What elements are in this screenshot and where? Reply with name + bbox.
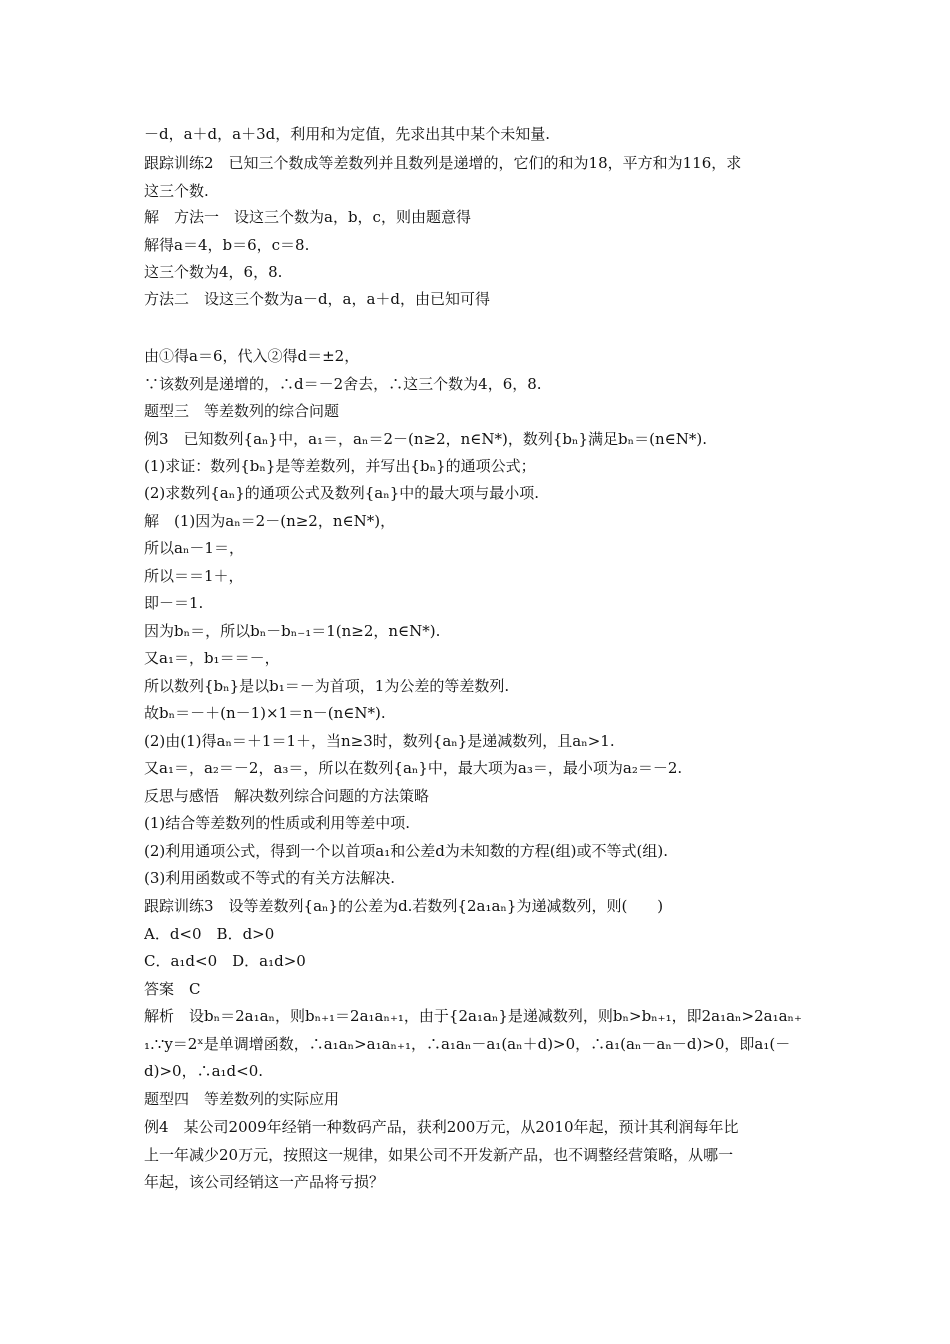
text-line: ∵该数列是递增的，∴d＝－2舍去，∴这三个数为4，6，8. xyxy=(144,375,542,393)
text-line: 所以数列{bₙ}是以b₁＝－为首项，1为公差的等差数列. xyxy=(144,677,510,695)
section-heading: 题型四 等差数列的实际应用 xyxy=(144,1090,340,1108)
text-line: 上一年减少20万元，按照这一规律，如果公司不开发新产品，也不调整经营策略，从哪一 xyxy=(144,1146,734,1164)
text-line: 所以aₙ－1＝， xyxy=(144,539,244,557)
text-line: (2)利用通项公式，得到一个以首项a₁和公差d为未知数的方程(组)或不等式(组). xyxy=(144,842,668,860)
text-line: 解析 设bₙ＝2a₁aₙ，则bₙ₊₁＝2a₁aₙ₊₁，由于{2a₁aₙ}是递减数列，则bₙ>bₙ₊₁，即2a₁aₙ>2a₁aₙ₊ xyxy=(144,1007,802,1025)
text-line: 方法二 设这三个数为a－d，a，a＋d，由已知可得 xyxy=(144,290,491,308)
text-line: (2)求数列{aₙ}的通项公式及数列{aₙ}中的最大项与最小项. xyxy=(144,484,540,502)
section-heading: 题型三 等差数列的综合问题 xyxy=(144,402,340,420)
text-line: (1)结合等差数列的性质或利用等差中项. xyxy=(144,814,411,832)
option-line: C．a₁d<0 D．a₁d>0 xyxy=(144,952,306,970)
text-line: －d，a＋d，a＋3d，利用和为定值，先求出其中某个未知量. xyxy=(144,125,551,143)
text-line: 年起，该公司经销这一产品将亏损？ xyxy=(144,1173,385,1191)
text-line: 故bₙ＝－＋(n－1)×1＝n－(n∈N*). xyxy=(144,704,386,722)
option-line: A．d<0 B．d>0 xyxy=(144,925,275,943)
text-line: 因为bₙ＝，所以bₙ－bₙ₋₁＝1(n≥2，n∈N*). xyxy=(144,622,441,640)
text-line: 跟踪训练2 已知三个数成等差数列并且数列是递增的，它们的和为18，平方和为116，求 xyxy=(144,154,742,172)
text-line: 例4 某公司2009年经销一种数码产品，获利200万元，从2010年起，预计其利润每年比 xyxy=(144,1118,739,1136)
text-line: 这三个数. xyxy=(144,182,209,200)
text-line: ₁.∵y＝2ˣ是单调增函数，∴a₁aₙ>a₁aₙ₊₁，∴a₁aₙ－a₁(aₙ＋d)>0，∴a₁(aₙ－aₙ－d)>0，即a₁(－ xyxy=(144,1035,791,1053)
text-line: 又a₁＝，b₁＝＝－， xyxy=(144,649,280,667)
text-line: 这三个数为4，6，8. xyxy=(144,263,283,281)
text-line: 解 (1)因为aₙ＝2－(n≥2，n∈N*)， xyxy=(144,512,396,530)
section-heading: 反思与感悟 解决数列综合问题的方法策略 xyxy=(144,787,430,805)
text-line: 解 方法一 设这三个数为a，b，c，则由题意得 xyxy=(144,208,471,226)
text-line: 跟踪训练3 设等差数列{aₙ}的公差为d.若数列{2a₁aₙ}为递减数列，则( ) xyxy=(144,897,664,915)
text-line: 由①得a＝6，代入②得d＝±2， xyxy=(144,347,360,365)
text-line: 解得a＝4，b＝6，c＝8. xyxy=(144,236,310,254)
text-line: 又a₁＝，a₂＝－2，a₃＝，所以在数列{aₙ}中，最大项为a₃＝，最小项为a₂＝－2. xyxy=(144,759,683,777)
text-line: 所以＝＝1＋， xyxy=(144,567,244,585)
text-line: 例3 已知数列{aₙ}中，a₁＝，aₙ＝2－(n≥2，n∈N*)，数列{bₙ}满足bₙ＝(n∈N*). xyxy=(144,430,707,448)
text-line: d)>0，∴a₁d<0. xyxy=(144,1062,264,1080)
text-line: (1)求证：数列{bₙ}是等差数列，并写出{bₙ}的通项公式； xyxy=(144,457,536,475)
text-line: (3)利用函数或不等式的有关方法解决. xyxy=(144,869,396,887)
answer-line: 答案 C xyxy=(144,980,201,998)
text-line: (2)由(1)得aₙ＝＋1＝1＋，当n≥3时，数列{aₙ}是递减数列，且aₙ>1. xyxy=(144,732,615,750)
text-line: 即－＝1. xyxy=(144,594,204,612)
